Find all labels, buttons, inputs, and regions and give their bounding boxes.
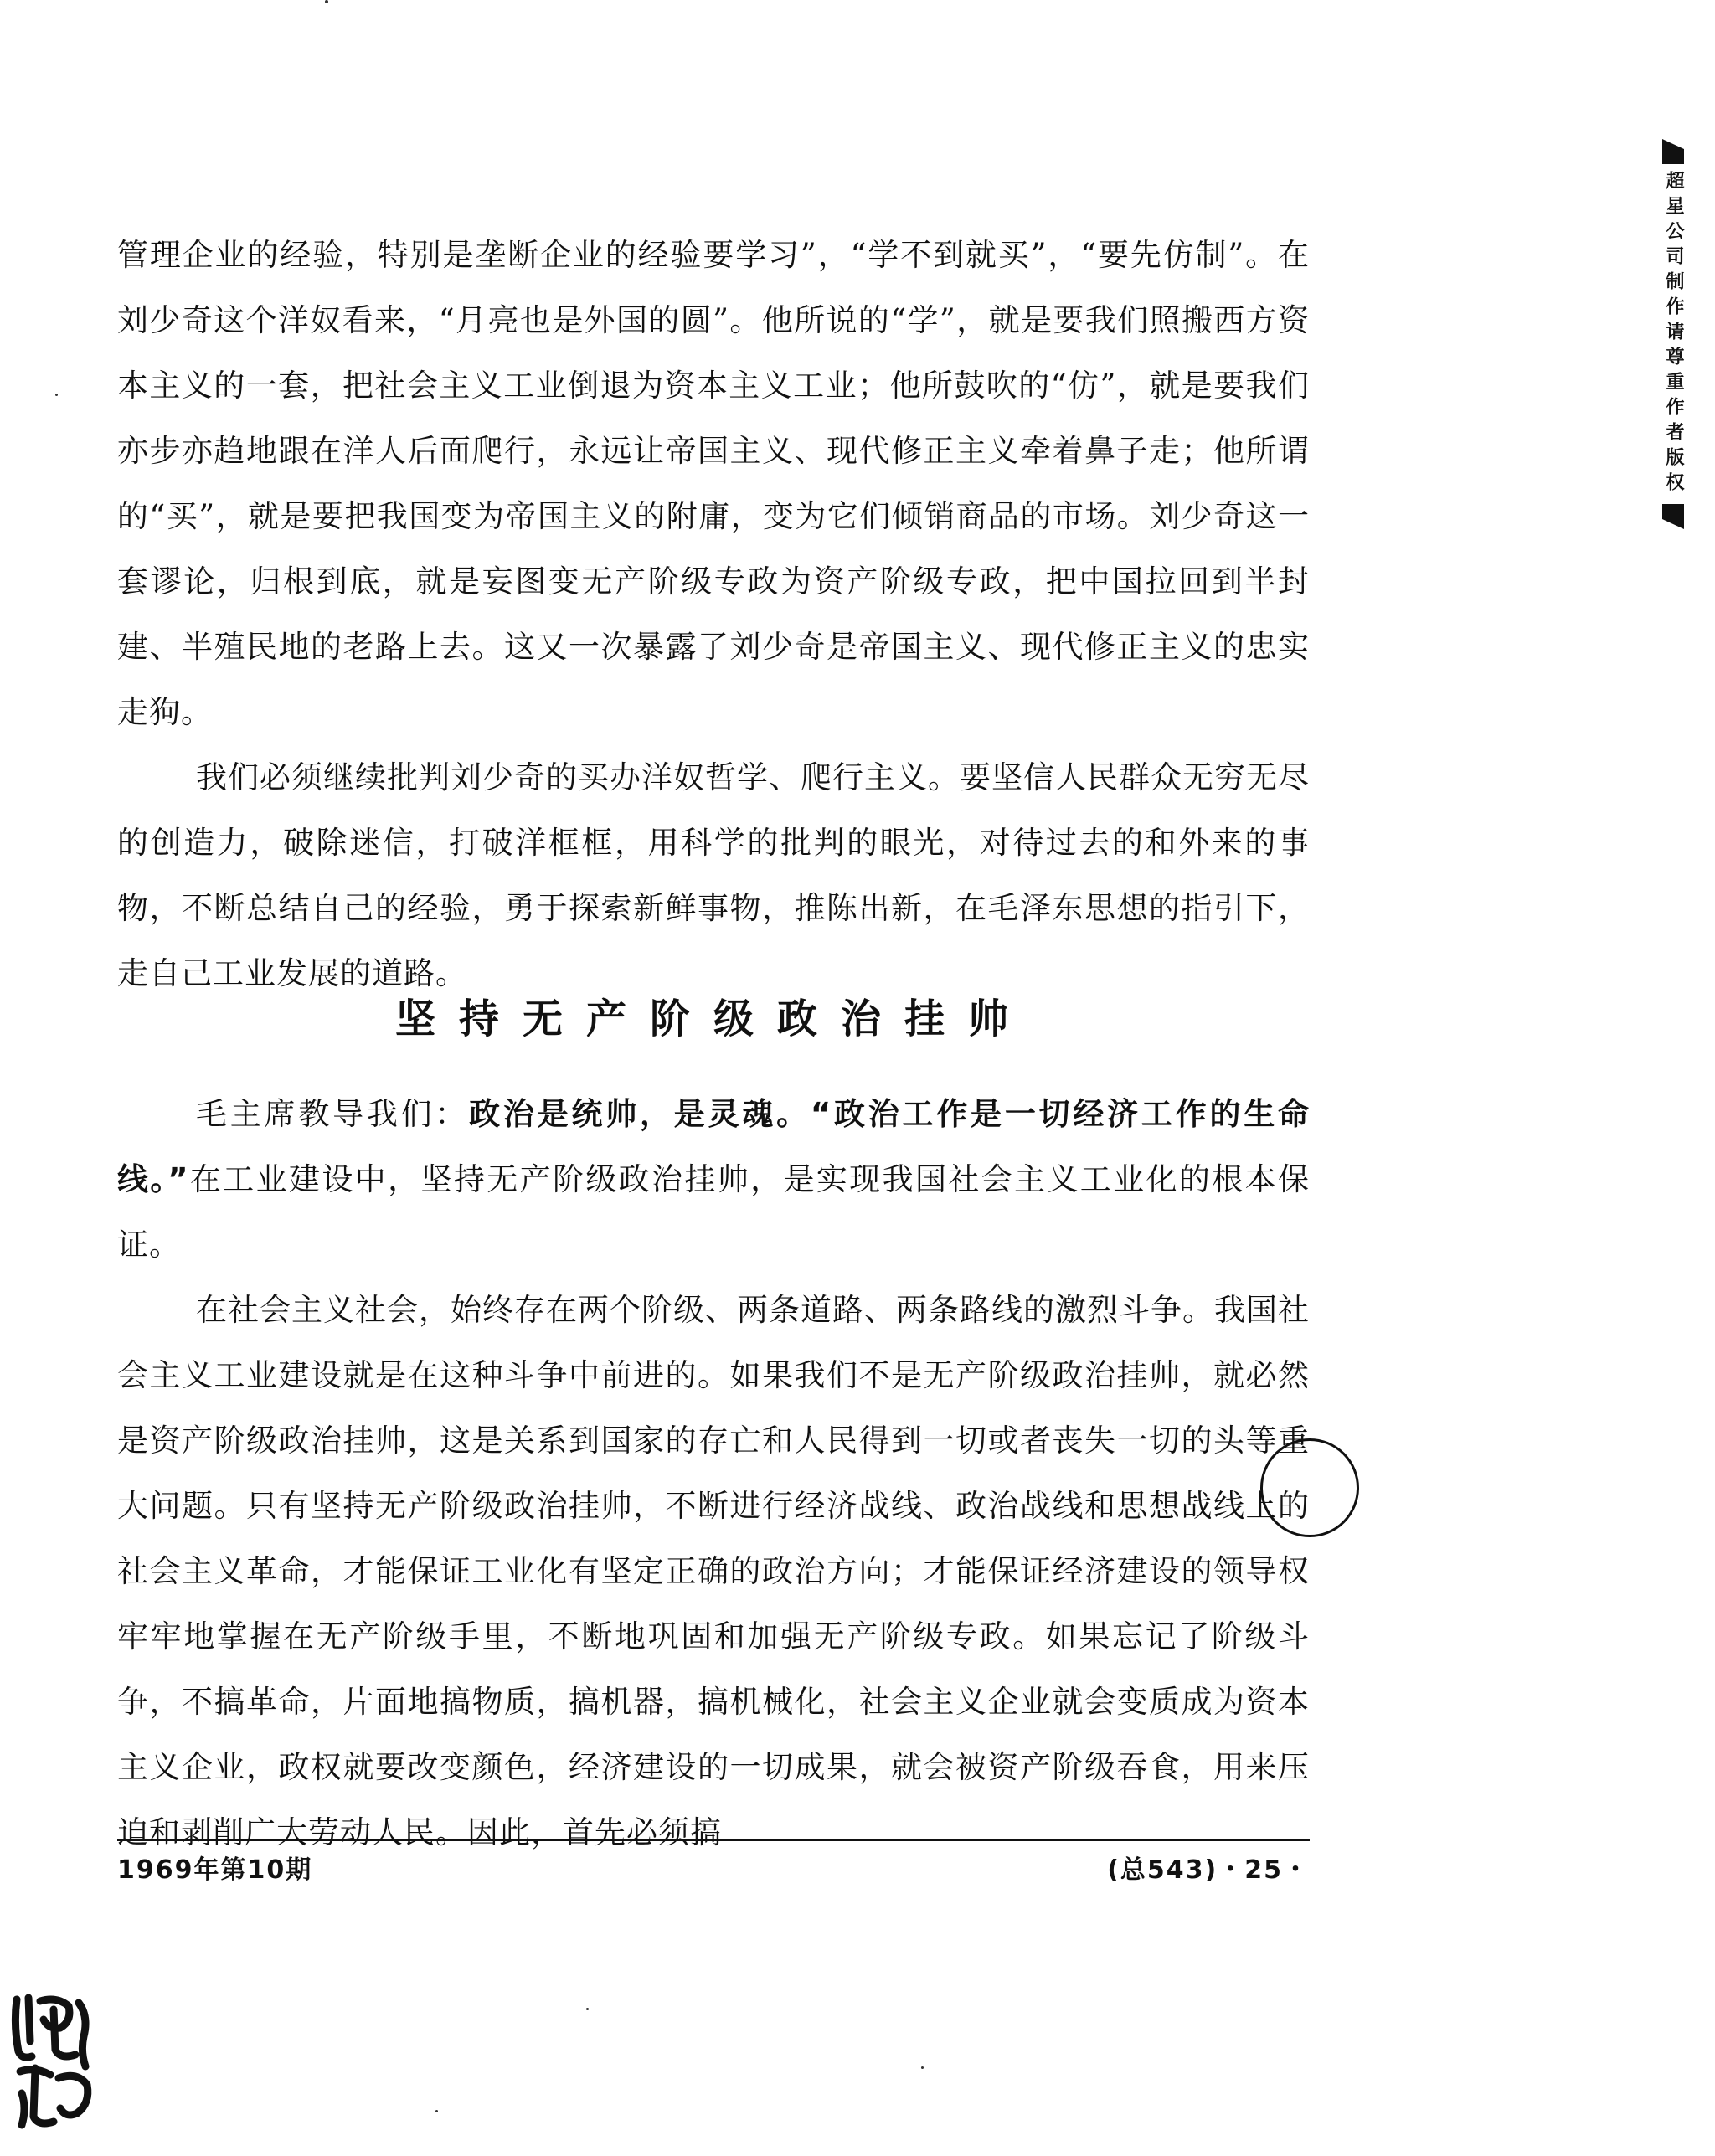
- stamp-bottom-bar: [1662, 504, 1684, 529]
- paragraph-continued: 管理企业的经验，特别是垄断企业的经验要学习”，“学不到就买”，“要先仿制”。在刘少奇这个洋奴看来，“月亮也是外国的圆”。他所说的“学”，就是要我们照搬西方资本主义的一套，把社会主义工业倒退为资本主义工业；他所鼓吹的“仿”，就是要我们亦步亦趋地跟在洋人后面爬行，永远让帝国主义、现代修正主义牵着鼻子走；他所谓的“买”，就是要把我国变为帝国主义的附庸，变为它们倾销商品的市场。刘少奇这一套谬论，归根到底，就是妄图变无产阶级专政为资产阶级专政，把中国拉回到半封建、半殖民地的老路上去。这又一次暴露了刘少奇是帝国主义、现代修正主义的忠实走狗。: [117, 237, 1310, 730]
- body-text-top: [117, 223, 1310, 1006]
- body-text-bottom: [117, 1082, 1310, 1865]
- paragraph: 在社会主义社会，始终存在两个阶级、两条道路、两条路线的激烈斗争。我国社会主义工业建设就是在这种斗争中前进的。如果我们不是无产阶级政治挂帅，就必然是资产阶级政治挂帅，这是关系到国家的存亡和人民得到一切或者丧失一切的头等重大问题。只有坚持无产阶级政治挂帅，不断进行经济战线、政治战线和思想战线上的社会主义革命，才能保证工业化有坚定正确的政治方向；才能保证经济建设的领导权牢牢地掌握在无产阶级手里，不断地巩固和加强无产阶级专政。如果忘记了阶级斗争，不搞革命，片面地搞物质，搞机器，搞机械化，社会主义企业就会变质成为资本主义企业，政权就要改变颜色，经济建设的一切成果，就会被资产阶级吞食，用来压迫和剥削广大劳动人民。因此，首先必须搞: [117, 1292, 1310, 1850]
- quote-paragraph: [117, 1082, 1310, 1278]
- copyright-side-stamp: [1658, 139, 1688, 529]
- page-number: (总543)・25・: [1107, 1855, 1310, 1885]
- circle-annotation: [1260, 1438, 1359, 1537]
- scan-speck: [921, 2066, 924, 2069]
- mao-quote: 政治是统帅，是灵魂。“政治工作是一切经济工作的生命线。”: [117, 1096, 1310, 1197]
- stamp-top-bar: [1662, 139, 1684, 164]
- stamp-text: 超星公司制作请尊重作者版权: [1663, 171, 1684, 497]
- scan-speck: [325, 0, 328, 3]
- footer-rule: [117, 1839, 1310, 1841]
- issue-label: 1969年第10期: [117, 1855, 313, 1885]
- scan-speck: [435, 2110, 438, 2112]
- scan-speck: [586, 2008, 589, 2010]
- scan-speck: [55, 394, 58, 396]
- section-heading: 坚持无产阶级政治挂帅: [394, 996, 1032, 1042]
- seal-stamp-icon: [10, 1991, 95, 2133]
- quote-lead: 毛主席教导我们：: [196, 1096, 470, 1132]
- quote-rest: 在工业建设中，坚持无产阶级政治挂帅，是实现我国社会主义工业化的根本保证。: [117, 1161, 1311, 1263]
- paragraph: 我们必须继续批判刘少奇的买办洋奴哲学、爬行主义。要坚信人民群众无穷无尽的创造力，破除迷信，打破洋框框，用科学的批判的眼光，对待过去的和外来的事物，不断总结自己的经验，勇于探索新鲜事物，推陈出新，在毛泽东思想的指引下，走自己工业发展的道路。: [117, 759, 1310, 991]
